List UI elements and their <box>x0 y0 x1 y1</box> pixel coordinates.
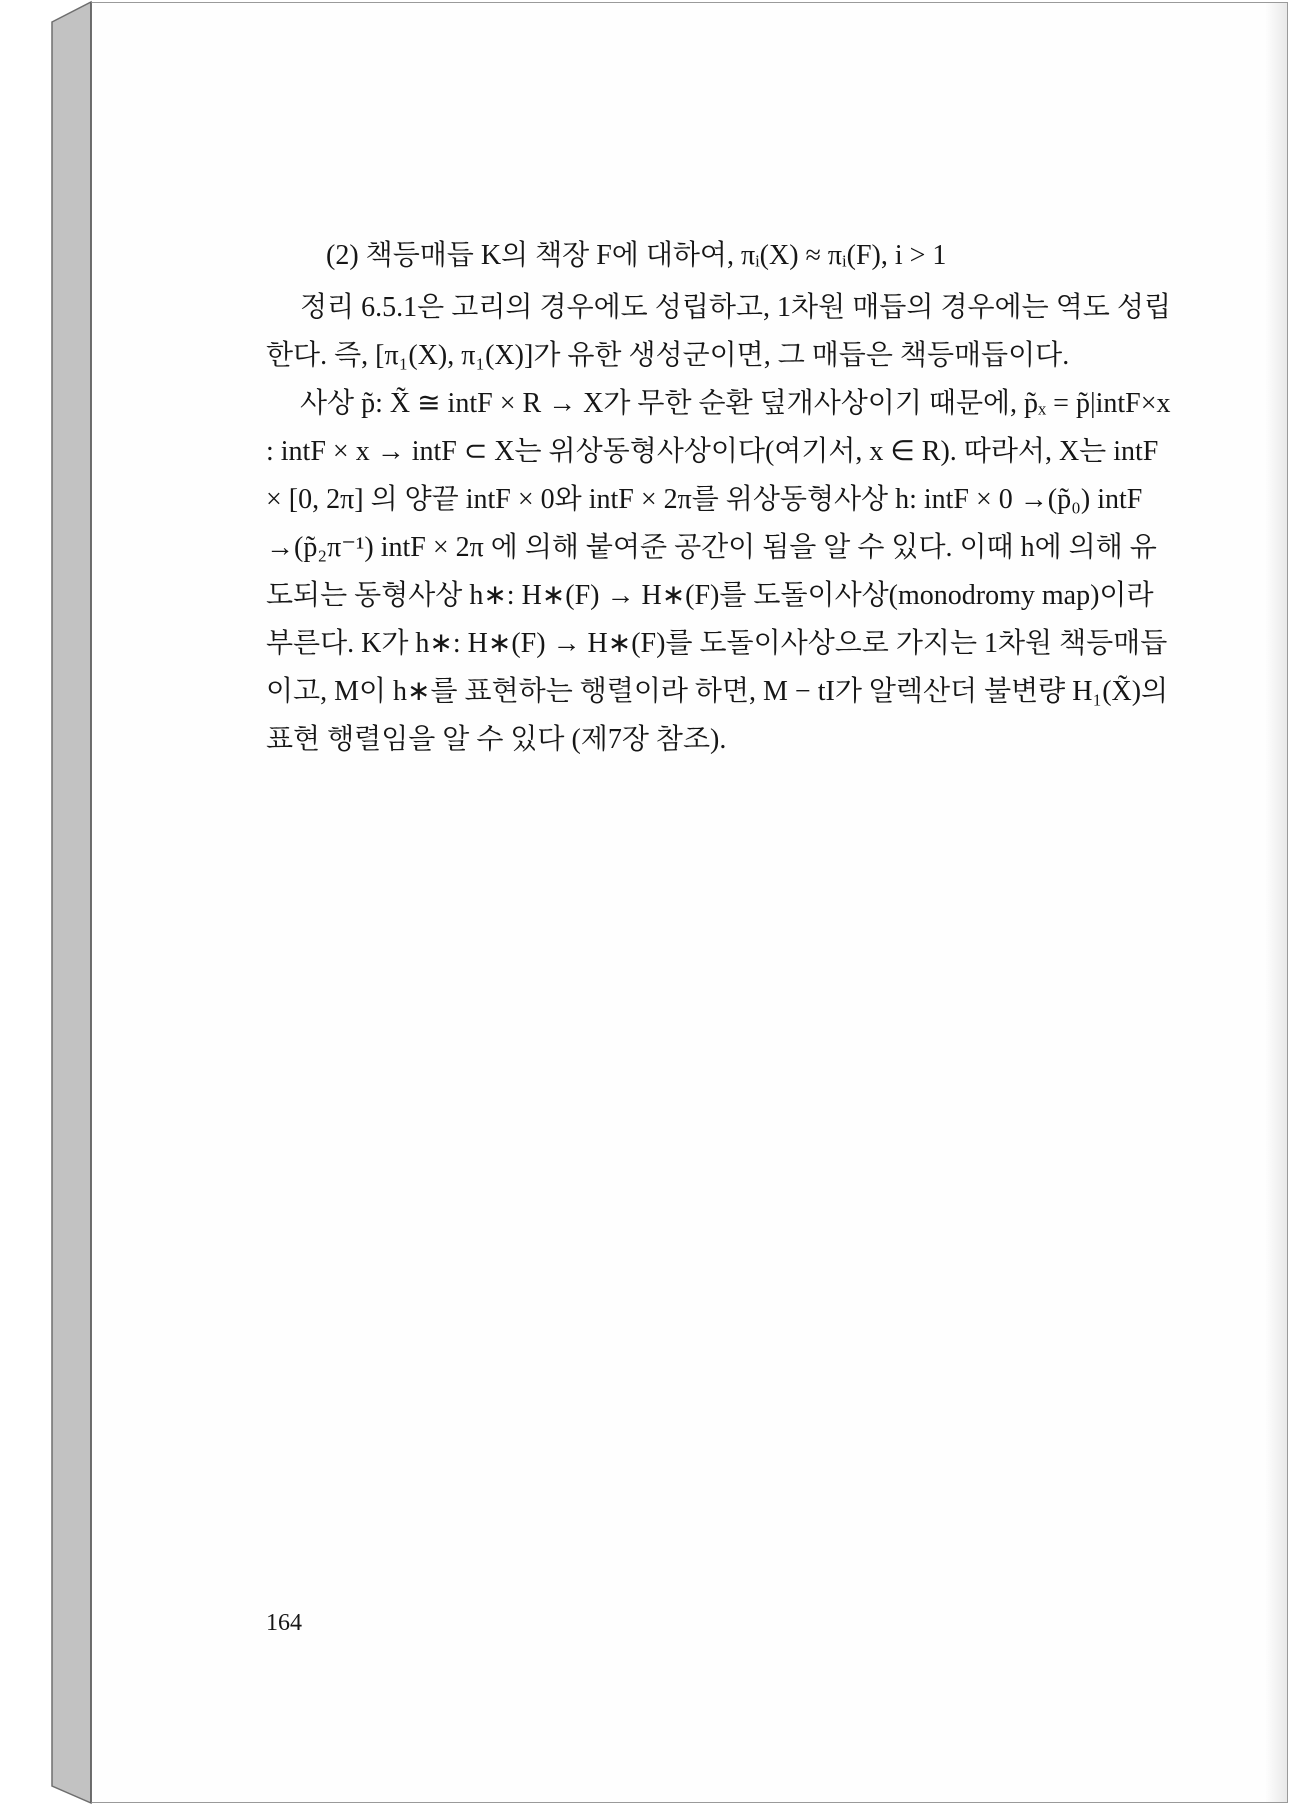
page-body <box>266 232 1171 764</box>
theorem-condition: (2) 책등매듭 K의 책장 F에 대하여, πᵢ(X) ≈ πᵢ(F), i > 1 <box>326 240 947 271</box>
book-spine-graphic <box>50 0 92 1806</box>
paragraph-monodromy: 사상 p̃: X̃ ≅ intF × R → X가 무한 순환 덮개사상이기 때문에, p̃ₓ = p̃|intF×x : intF × x → intF ⊂ X는 위상동형사상이다(여기서, x ∈ R). 따라서, X는 intF × [0, 2π] 의 양끝 intF × 0와 intF × 2π를 위상동형사상 h: intF × 0 →(p̃₀) intF →(p̃₂π⁻¹) intF × 2π 에 의해 붙여준 공간이 됨을 알 수 있다. 이때 h에 의해 유도되는 동형사상 h∗: H∗(F) → H∗(F)를 도돌이사상(monodromy map)이라 부른다. K가 h∗: H∗(F) → H∗(F)를 도돌이사상으로 가지는 1차원 책등매듭이고, M이 h∗를 표현하는 행렬이라 하면, M − tI가 알렉산더 불변량 H₁(X̃)의 표현 행렬임을 알 수 있다 (제7장 참조). <box>266 388 1171 755</box>
book-spine <box>50 0 92 1806</box>
paragraph-converse: 정리 6.5.1은 고리의 경우에도 성립하고, 1차원 매듭의 경우에는 역도 성립한다. 즉, [π₁(X), π₁(X)]가 유한 생성군이면, 그 매듭은 책등매듭이다. <box>266 292 1171 371</box>
page-number: 164 <box>266 1610 302 1636</box>
page-edge-shadow <box>1265 3 1287 1802</box>
